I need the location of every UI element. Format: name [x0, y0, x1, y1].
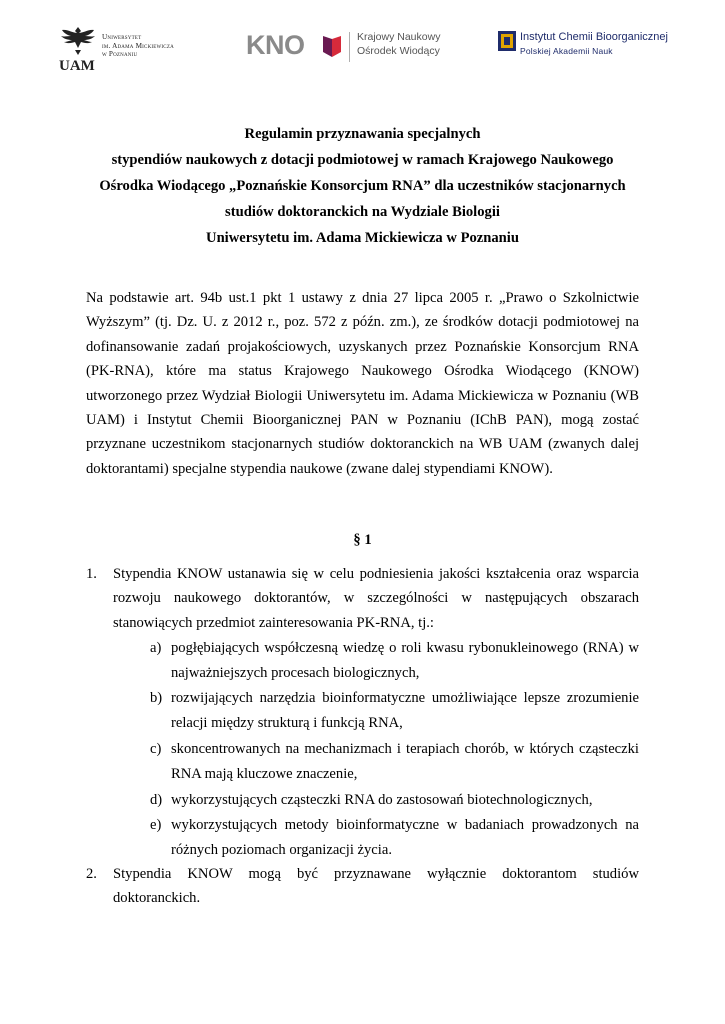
subitem-label: b)	[150, 690, 163, 706]
subitem-b	[171, 686, 639, 737]
subitem-d	[171, 788, 639, 813]
subitem-line: wykorzystujących metody bioinformatyczne w badaniach prowadzonych na	[171, 817, 639, 833]
intro-line: Wyższym” (tj. Dz. U. z 2012 r., poz. 572 z późn. zm.), ze środków dotacji podmiotowej na	[86, 314, 639, 331]
subitem-e	[171, 813, 639, 864]
know-divider	[349, 32, 350, 62]
uam-mark-text: UAM	[59, 58, 95, 72]
intro-line: doktorantami) specjalne stypendia naukowe (zwane dalej stypendiami KNOW).	[86, 460, 553, 477]
item-line: doktoranckich.	[113, 890, 201, 907]
know-shield-icon	[322, 34, 342, 58]
know-subtitle	[357, 31, 440, 58]
know-logo	[246, 28, 456, 72]
title-line: Uniwersytetu im. Adama Mickiewicza w Poznaniu	[206, 230, 519, 246]
know-subtitle-line2: Ośrodek Wiodący	[357, 44, 440, 57]
intro-line: (PK-RNA), które ma status Krajowego Naukowego Ośrodka Wiodącego (KNOW)	[86, 363, 639, 380]
title-line: stypendiów naukowych z dotacji podmiotowej w ramach Krajowego Naukowego	[111, 152, 614, 168]
intro-line: utworzonego przez Wydział Biologii Uniwersytetu im. Adama Mickiewicza w Poznaniu (WB	[86, 387, 639, 404]
subitem-line: RNA mają kluczowe znaczenie,	[171, 766, 358, 783]
uam-logo	[58, 24, 208, 76]
subitem-label: d)	[150, 792, 163, 808]
know-wordmark: KNO	[246, 30, 305, 60]
item-line: rozwoju naukowego doktorantów, w szczególności w następujących obszarach	[113, 590, 639, 607]
subitem-line: pogłębiających współczesną wiedzę o roli kwasu rybonukleinowego (RNA) w	[171, 640, 639, 656]
intro-line: UAM) i Instytut Chemii Bioorganicznej PAN w Poznaniu (IChB PAN), mogą zostać	[86, 411, 639, 428]
document-title	[60, 121, 665, 251]
header-logos	[0, 18, 725, 78]
subitem-line: wykorzystujących cząsteczki RNA do zastosowań biotechnologicznych,	[171, 792, 593, 808]
uam-name-line1: Uniwersytet	[102, 33, 142, 41]
ichb-name-b: Bioorganicznej	[595, 31, 668, 43]
subitem-line: relacji między strukturą i funkcją RNA,	[171, 715, 403, 732]
subitem-label: c)	[150, 741, 162, 757]
subitem-line: skoncentrowanych na mechanizmach i terapiach chorób, w których cząsteczki	[171, 741, 639, 757]
item-line: Stypendia KNOW ustanawia się w celu podniesienia jakości kształcenia oraz wsparcia	[113, 566, 639, 582]
intro-line: Na podstawie art. 94b ust.1 pkt 1 ustawy z dnia 27 lipca 2005 r. „Prawo o Szkolnictwie	[86, 290, 639, 306]
section-heading: § 1	[353, 532, 372, 548]
item-line: stanowiących przedmiot zainteresowania PK-RNA, tj.:	[113, 614, 434, 631]
intro-line: dofinansowanie zadań projakościowych, uzyskanych przez Poznańskie Konsorcjum RNA	[86, 338, 639, 355]
know-subtitle-line1: Krajowy Naukowy	[357, 31, 441, 43]
subitem-c	[171, 737, 639, 788]
uam-name-line3: w Poznaniu	[102, 50, 138, 58]
title-line: studiów doktoranckich na Wydziale Biologii	[225, 204, 500, 220]
intro-paragraph	[86, 286, 639, 481]
subitem-line: rozwijających narzędzia bioinformatyczne umożliwiające lepsze zrozumienie	[171, 690, 639, 706]
ichb-academy: Polskiej Akademii Nauk	[520, 46, 613, 56]
uam-name	[102, 33, 174, 59]
subitem-label: a)	[150, 640, 162, 656]
ichb-logo	[497, 30, 697, 70]
ichb-name	[520, 31, 668, 43]
item-number: 1.	[86, 566, 97, 582]
item-1-text	[113, 562, 639, 635]
item-number: 2.	[86, 866, 97, 882]
item-line: Stypendia KNOW mogą być przyznawane wyłącznie doktorantom studiów	[113, 866, 639, 882]
intro-line: przyznane uczestnikom stacjonarnych studiów doktoranckich na WB UAM (zwanych dalej	[86, 436, 639, 453]
ichb-name-a: Instytut Chemii	[520, 31, 596, 43]
subitem-line: najważniejszych procesach biologicznych,	[171, 665, 420, 682]
uam-name-line2: im. Adama Mickiewicza	[102, 41, 174, 50]
title-line: Regulamin przyznawania specjalnych	[244, 126, 481, 142]
subitem-a	[171, 636, 639, 687]
subitem-line: różnych poziomach organizacji życia.	[171, 842, 392, 859]
subitem-label: e)	[150, 817, 162, 833]
uam-eagle-icon	[58, 24, 98, 72]
item-2-text	[113, 862, 639, 911]
title-line: Ośrodka Wiodącego „Poznańskie Konsorcjum RNA” dla uczestników stacjonarnych	[99, 178, 626, 194]
ichb-emblem-icon	[497, 30, 517, 52]
